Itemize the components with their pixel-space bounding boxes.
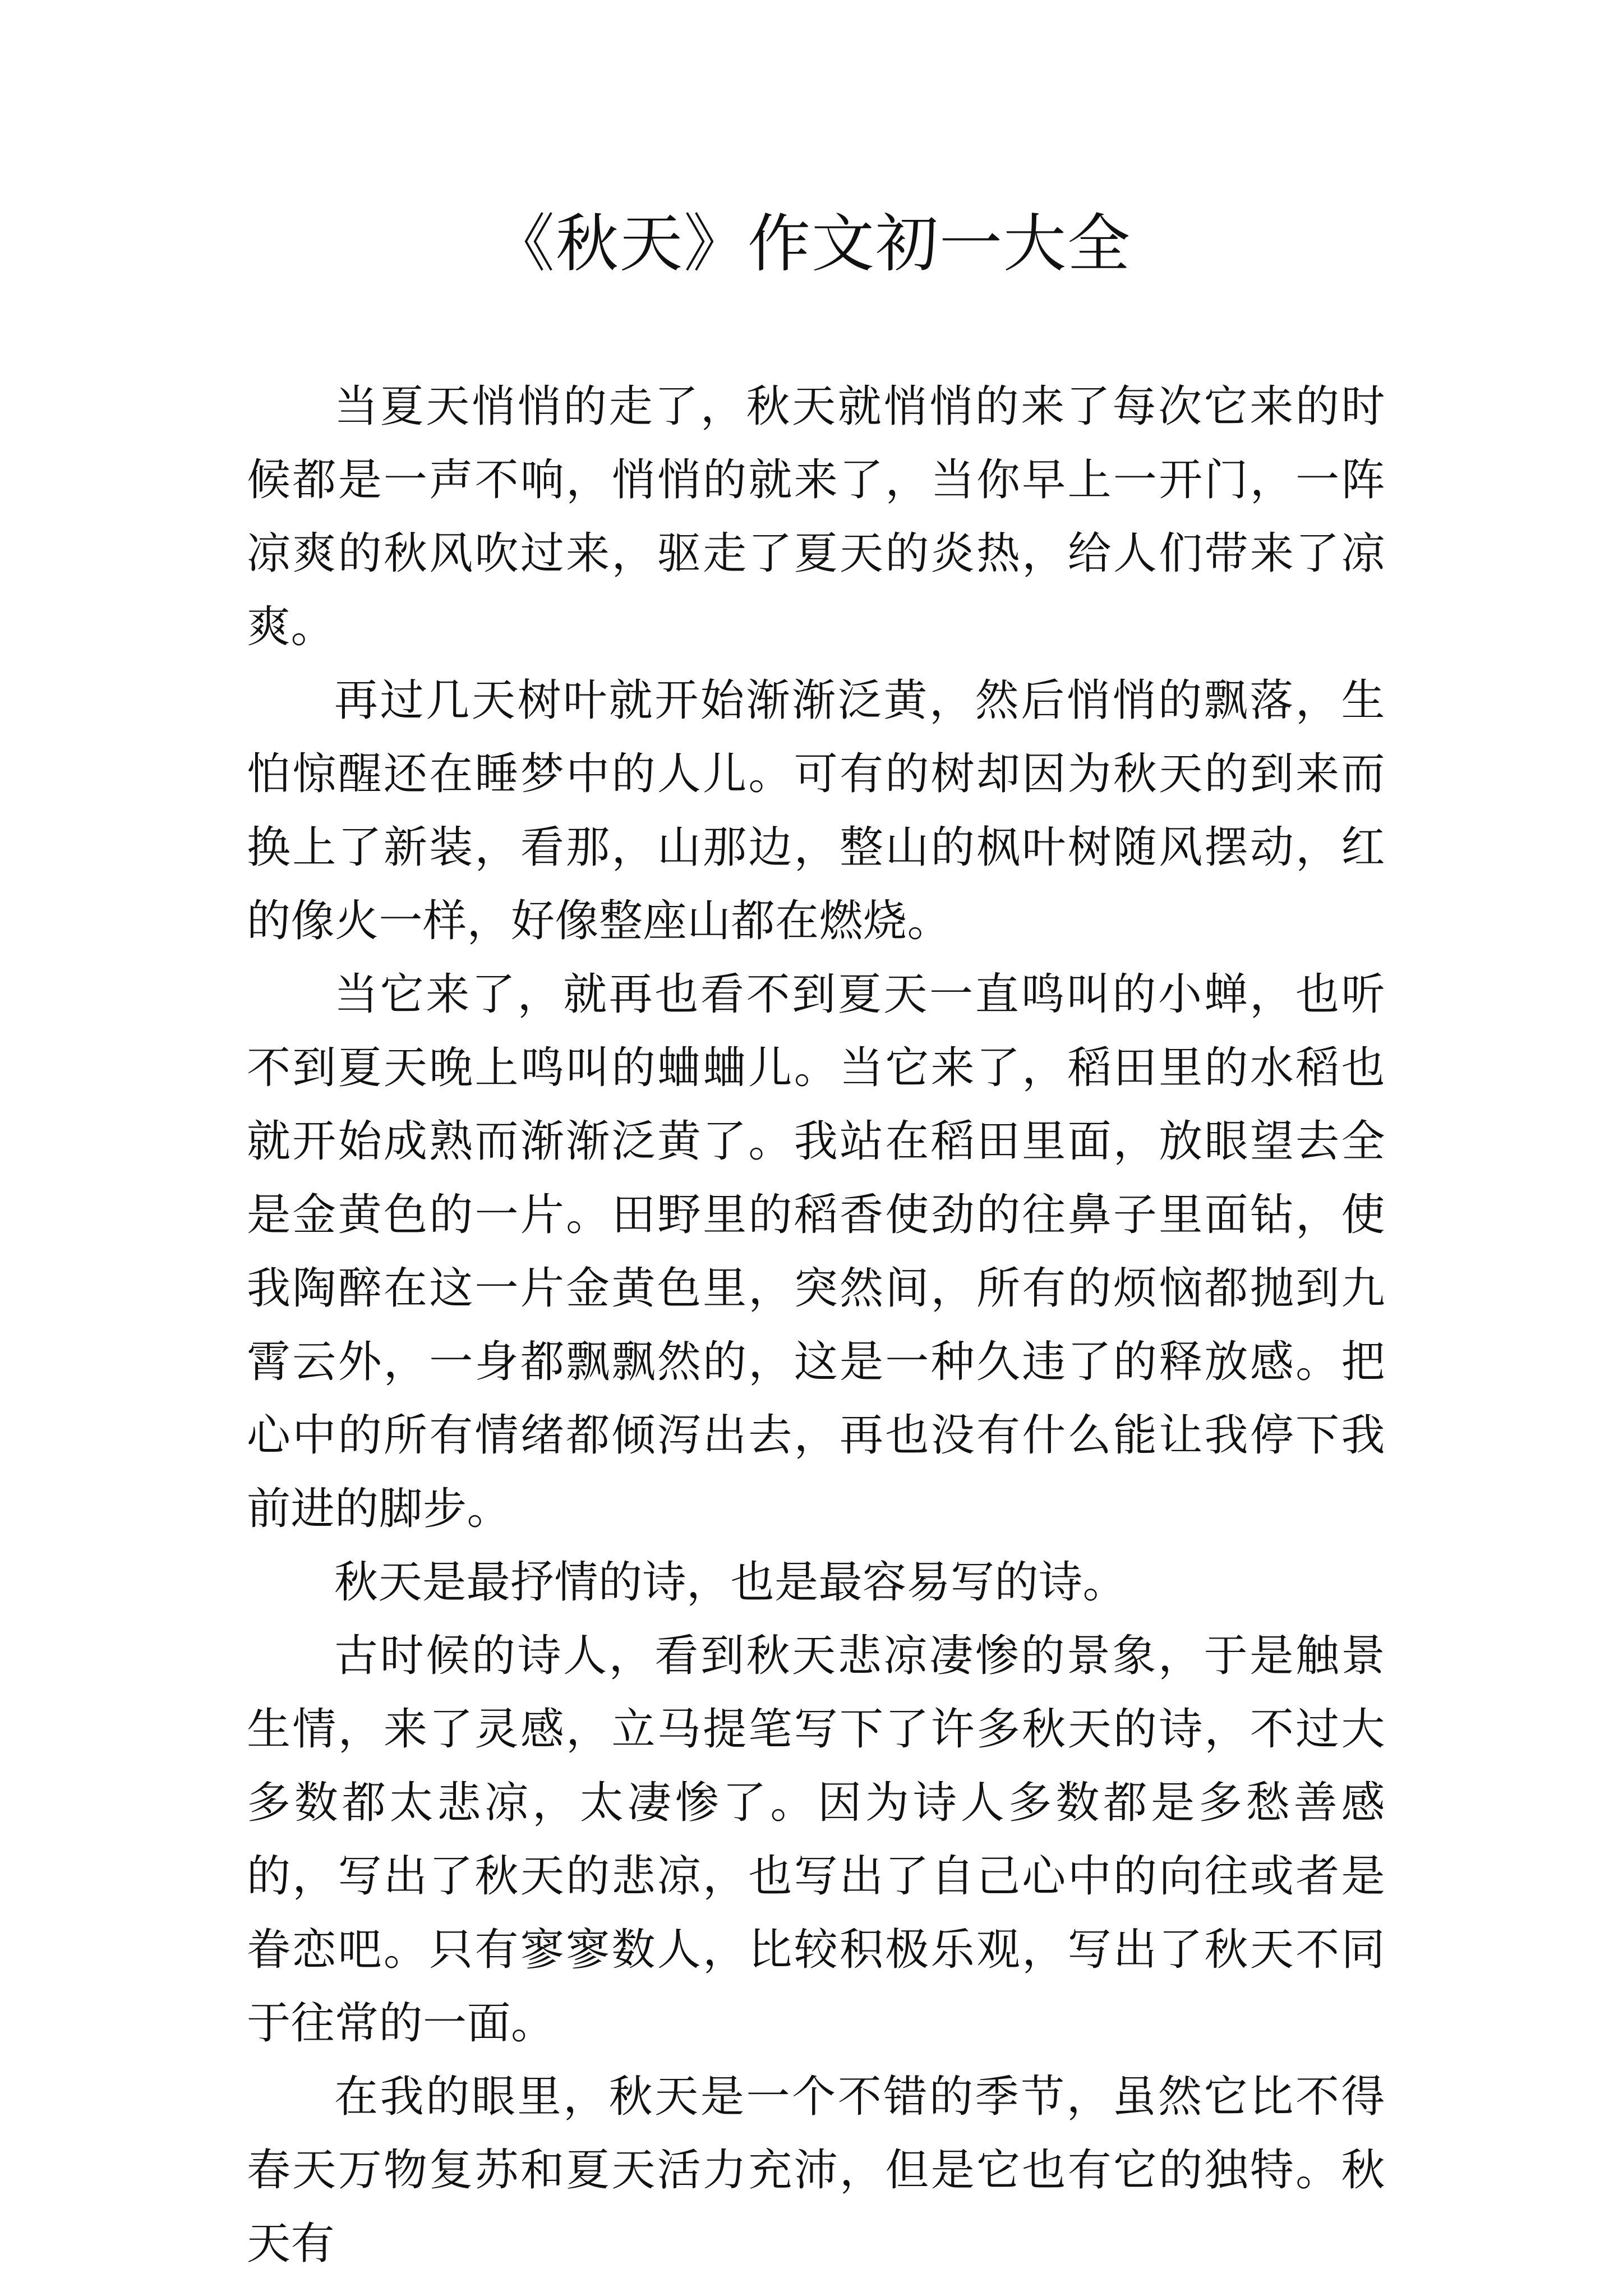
- paragraph: 在我的眼里，秋天是一个不错的季节，虽然它比不得春天万物复苏和夏天活力充沛，但是它也有它的独特。秋天有: [247, 2072, 1385, 2269]
- paragraph: 古时候的诗人，看到秋天悲凉凄惨的景象，于是触景生情，来了灵感，立马提笔写下了许多秋天的诗，不过大多数都太悲凉，太凄惨了。因为诗人多数都是多愁善感的，写出了秋天的悲凉，也写出了自己心中的向往或者是眷恋吧。只有寥寥数人，比较积极乐观，写出了秋天不同于往常的一面。: [247, 1631, 1385, 2049]
- paragraph: 当它来了，就再也看不到夏天一直鸣叫的小蝉，也听不到夏天晚上鸣叫的蛐蛐儿。当它来了，稻田里的水稻也就开始成熟而渐渐泛黄了。我站在稻田里面，放眼望去全是金黄色的一片。田野里的稻香使劲的往鼻子里面钻，使我陶醉在这一片金黄色里，突然间，所有的烦恼都抛到九霄云外，一身都飘飘然的，这是一种久违了的释放感。把心中的所有情绪都倾泻出去，再也没有什么能让我停下我前进的脚步。: [247, 969, 1385, 1534]
- paragraph: 秋天是最抒情的诗，也是最容易写的诗。: [334, 1557, 1127, 1608]
- document-body: [247, 370, 1385, 2281]
- paragraph: 再过几天树叶就开始渐渐泛黄，然后悄悄的飘落，生怕惊醒还在睡梦中的人儿。可有的树却因为秋天的到来而换上了新装，看那，山那边，整山的枫叶树随风摆动，红的像火一样，好像整座山都在燃烧。: [247, 675, 1385, 946]
- document-title: 《秋天》作文初一大全: [492, 208, 1131, 280]
- paragraph: 当夏天悄悄的走了，秋天就悄悄的来了每次它来的时候都是一声不响，悄悄的就来了，当你早上一开门，一阵凉爽的秋风吹过来，驱走了夏天的炎热，给人们带来了凉爽。: [247, 381, 1385, 652]
